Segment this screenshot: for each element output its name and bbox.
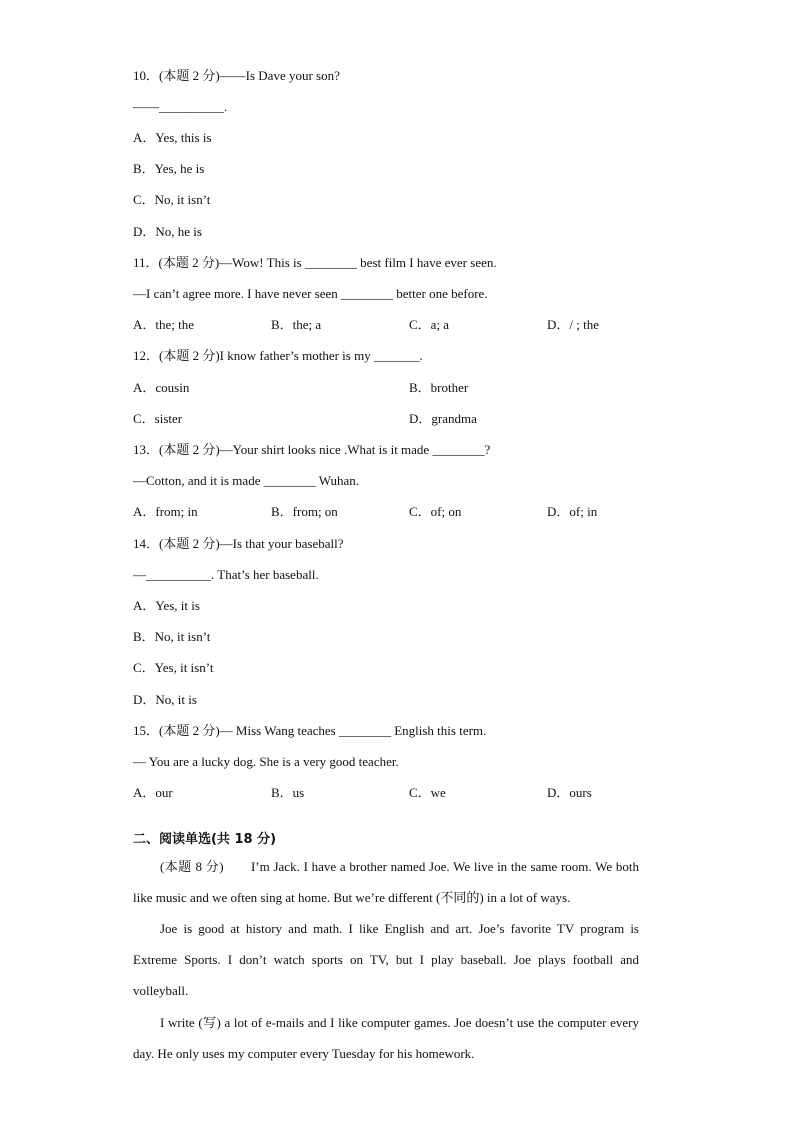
q13-line2: —Cotton, and it is made ________ Wuhan. bbox=[133, 473, 359, 488]
q13-stem: 13．(本题 2 分)—Your shirt looks nice .What is it made ________? bbox=[133, 442, 491, 457]
q14-option-d: D．No, it is bbox=[133, 692, 197, 707]
q14-option-b: B．No, it isn’t bbox=[133, 629, 211, 644]
q11-option-c: C．a; a bbox=[409, 317, 450, 332]
q11-stem: 11．(本题 2 分)—Wow! This is ________ best film I have ever seen. bbox=[133, 255, 497, 270]
q13-option-c: C．of; on bbox=[409, 504, 462, 519]
q14-stem: 14．(本题 2 分)—Is that your baseball? bbox=[133, 536, 344, 551]
q12-option-d: D．grandma bbox=[409, 411, 477, 426]
q11-option-b: B．the; a bbox=[271, 317, 322, 332]
q12-option-a: A．cousin bbox=[133, 380, 190, 395]
q15-stem: 15．(本题 2 分)— Miss Wang teaches ________ English this term. bbox=[133, 723, 487, 738]
q15-option-d: D．ours bbox=[547, 785, 592, 800]
q11-option-d: D．/ ; the bbox=[547, 317, 599, 332]
q11-line2: —I can’t agree more. I have never seen ________ better one before. bbox=[133, 286, 488, 301]
q13-option-b: B．from; on bbox=[271, 504, 338, 519]
q10-blank: ——__________. bbox=[133, 99, 228, 114]
q15-option-b: B．us bbox=[271, 785, 305, 800]
q14-option-c: C．Yes, it isn’t bbox=[133, 660, 214, 675]
q12-option-b: B．brother bbox=[409, 380, 469, 395]
q14-option-a: A．Yes, it is bbox=[133, 598, 200, 613]
q15-option-a: A．our bbox=[133, 785, 173, 800]
q10-option-d: D．No, he is bbox=[133, 224, 202, 239]
q15-option-c: C．we bbox=[409, 785, 446, 800]
q10-stem: 10．(本题 2 分)——Is Dave your son? bbox=[133, 68, 340, 83]
q11-option-a: A．the; the bbox=[133, 317, 195, 332]
q13-option-d: D．of; in bbox=[547, 504, 598, 519]
section-title: 二、阅读单选(共 18 分) bbox=[133, 832, 277, 847]
passage-paragraph-1: (本题 8 分) I’m Jack. I have a brother named Joe. We live in the same room. We both like music and we often sing at home. But we’re different (不同的) in a lot of ways. bbox=[133, 859, 639, 905]
passage-paragraph-3: I write (写) a lot of e-mails and I like computer games. Joe doesn’t use the computer every day. He only uses my computer every Tuesday for his homework. bbox=[133, 1015, 639, 1061]
q14-line2: —__________. That’s her baseball. bbox=[133, 567, 319, 582]
q13-option-a: A．from; in bbox=[133, 504, 198, 519]
q12-option-c: C．sister bbox=[133, 411, 183, 426]
q12-stem: 12．(本题 2 分)I know father’s mother is my _______. bbox=[133, 348, 423, 363]
passage-paragraph-2: Joe is good at history and math. I like English and art. Joe’s favorite TV program is Extreme Sports. I don’t watch sports on TV, but I play baseball. Joe plays football and volleyball. bbox=[133, 921, 639, 998]
q15-line2: — You are a lucky dog. She is a very good teacher. bbox=[133, 754, 399, 769]
q10-option-a: A．Yes, this is bbox=[133, 130, 212, 145]
q10-option-b: B．Yes, he is bbox=[133, 161, 205, 176]
q10-option-c: C．No, it isn’t bbox=[133, 192, 211, 207]
